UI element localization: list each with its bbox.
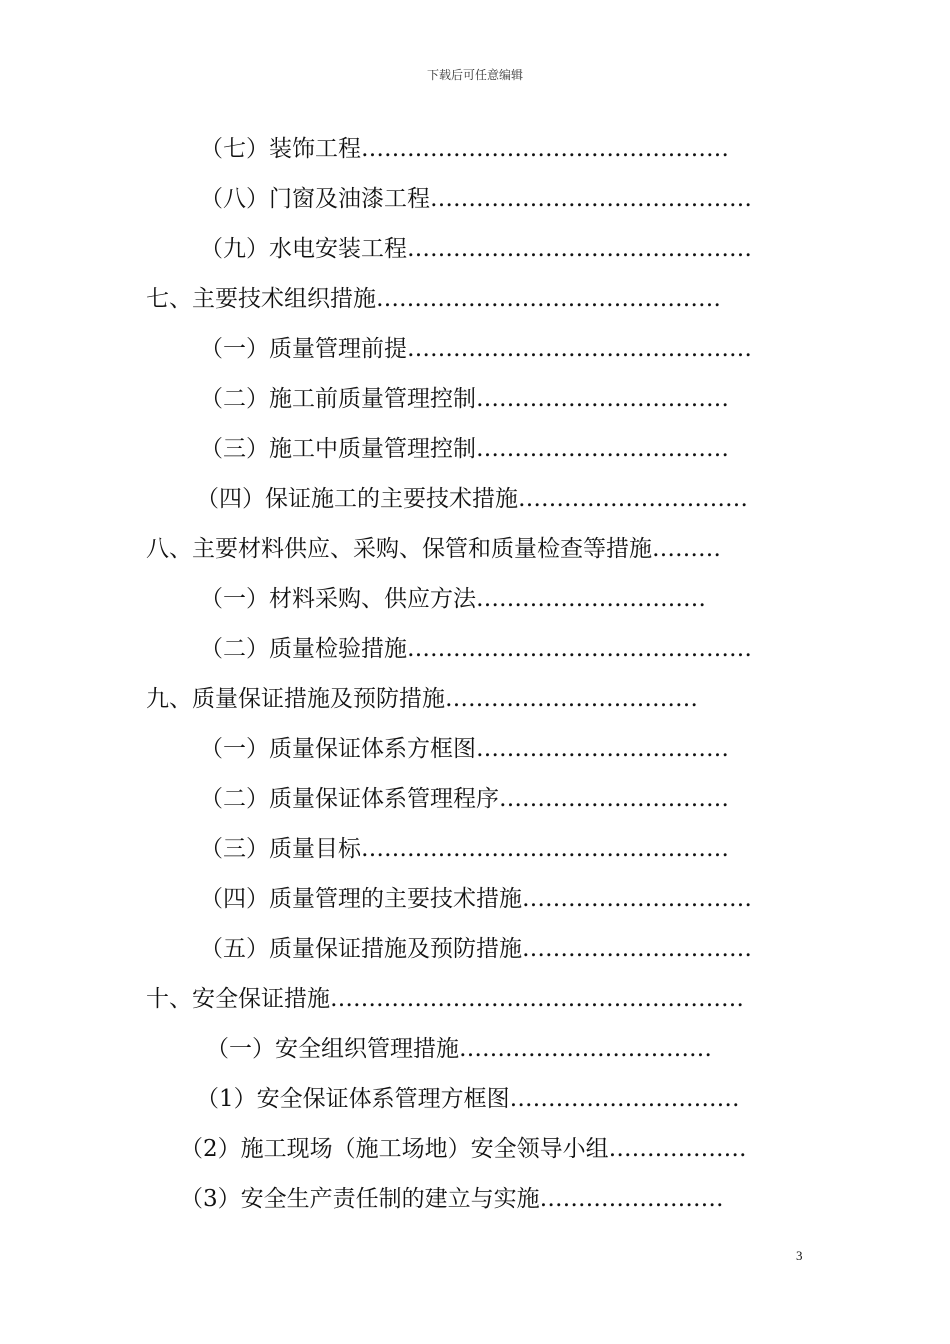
toc-entry[interactable]: （八）门窗及油漆工程……………………………………	[200, 186, 752, 212]
page-number: 3	[796, 1248, 803, 1263]
toc-entry[interactable]: （一）质量管理前提………………………………………	[200, 336, 752, 362]
toc-entry[interactable]: （四）保证施工的主要技术措施…………………………	[196, 486, 748, 512]
toc-entry[interactable]: （3）安全生产责任制的建立与实施……………………	[180, 1186, 724, 1212]
toc-entry[interactable]: （1）安全保证体系管理方框图…………………………	[196, 1086, 740, 1112]
toc-entry[interactable]: 七、主要技术组织措施………………………………………	[146, 286, 721, 312]
toc-entry[interactable]: （2）施工现场（施工场地）安全领导小组………………	[180, 1136, 747, 1162]
toc-entry[interactable]: （七）装饰工程…………………………………………	[200, 136, 729, 162]
toc-entry[interactable]: （一）材料采购、供应方法…………………………	[200, 586, 706, 612]
toc-entry[interactable]: （二）质量检验措施………………………………………	[200, 636, 752, 662]
toc-entry[interactable]: 八、主要材料供应、采购、保管和质量检查等措施………	[146, 536, 721, 562]
toc-entry[interactable]: （二）施工前质量管理控制……………………………	[200, 386, 729, 412]
toc-entry[interactable]: （一）质量保证体系方框图……………………………	[200, 736, 729, 762]
toc-entry[interactable]: （二）质量保证体系管理程序…………………………	[200, 786, 729, 812]
page-header: 下载后可任意编辑	[426, 68, 523, 82]
toc-entry[interactable]: （五）质量保证措施及预防措施…………………………	[200, 936, 752, 962]
toc-entry[interactable]: （三）施工中质量管理控制……………………………	[200, 436, 729, 462]
toc-entry[interactable]: 九、质量保证措施及预防措施……………………………	[146, 686, 698, 712]
toc-entry[interactable]: （九）水电安装工程………………………………………	[200, 236, 752, 262]
toc-entry[interactable]: 十、安全保证措施………………………………………………	[146, 986, 744, 1012]
toc-entry[interactable]: （三）质量目标…………………………………………	[200, 836, 729, 862]
toc-entry[interactable]: （一）安全组织管理措施……………………………	[206, 1036, 712, 1062]
toc-entry[interactable]: （四）质量管理的主要技术措施…………………………	[200, 886, 752, 912]
